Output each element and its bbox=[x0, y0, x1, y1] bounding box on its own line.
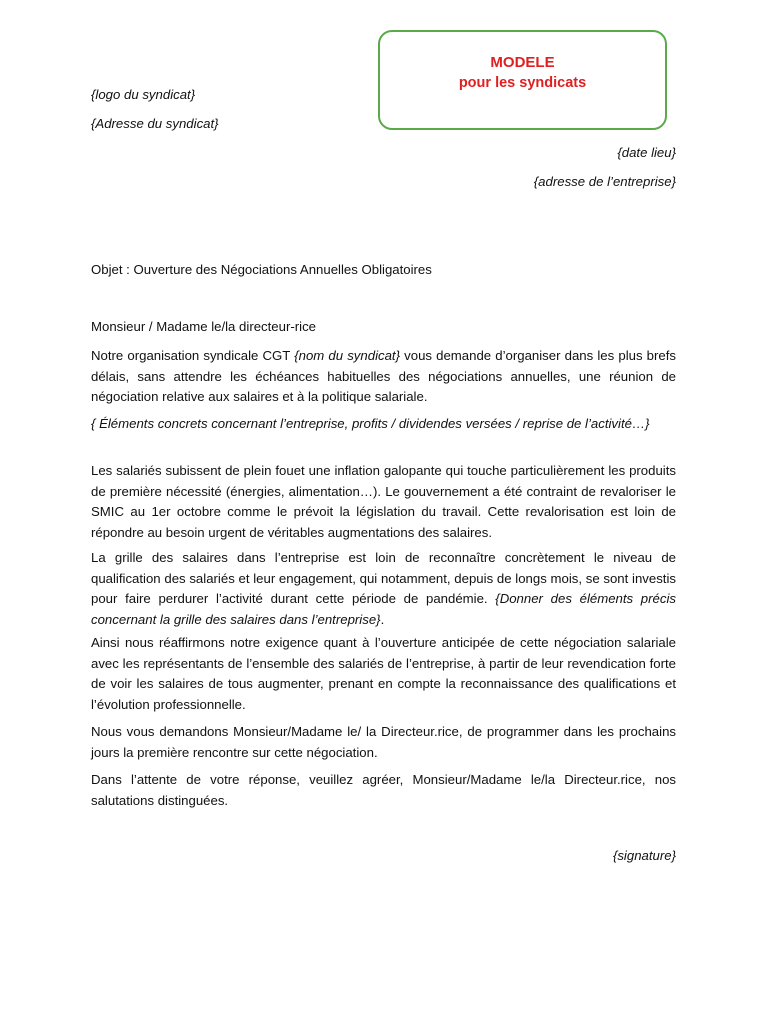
paragraph-salary-grid bbox=[91, 548, 676, 630]
paragraph-inflation: Les salariés subissent de plein fouet une inflation galopante qui touche particulièrement les produits de première nécessité (énergies, alimentation…). Le gouvernement a été contraint de revaloriser le SMIC au 1er octobre comme le prévoit la législation du travail. Cette revalorisation est loin de répondre au besoin urgent de véritables augmentations des salaires. bbox=[91, 463, 676, 540]
letter-subject: Objet : Ouverture des Négociations Annuelles Obligatoires bbox=[91, 262, 432, 277]
union-name-placeholder: {nom du syndicat} bbox=[294, 348, 400, 363]
letter-salutation: Monsieur / Madame le/la directeur-rice bbox=[91, 319, 317, 334]
model-subtitle: pour les syndicats bbox=[458, 75, 587, 91]
paragraph-meeting-request: Nous vous demandons Monsieur/Madame le/ la Directeur.rice, de programmer dans les prochains jours la première rencontre sur cette négociation. bbox=[91, 724, 676, 760]
company-address-placeholder: {adresse de l’entreprise} bbox=[533, 174, 676, 189]
paragraph-text: Notre organisation syndicale CGT bbox=[91, 348, 295, 363]
paragraph-company-elements: { Éléments concrets concernant l’entreprise, profits / dividendes versées / reprise de l’activité…} bbox=[91, 416, 650, 431]
paragraph-text: La grille des salaires dans l’entreprise est loin de reconnaître concrètement le niveau de qualification des salariés et leur engagement, qui notamment, depuis de longs mois, se sont investis pour faire perdurer l’activité durant cette période de pandémie. bbox=[91, 550, 676, 606]
salary-grid-placeholder: {Donner des éléments précis concernant la grille des salaires dans l’entreprise} bbox=[91, 591, 676, 627]
paragraph-closing: Dans l’attente de votre réponse, veuillez agréer, Monsieur/Madame le/la Directeur.rice, nos salutations distinguées. bbox=[91, 772, 676, 808]
paragraph-text: vous demande d’organiser dans les plus brefs délais, sans attendre les échéances habituelles des négociations annuelles, une réunion de négociation relative aux salaires et à la politique salariale. bbox=[91, 348, 676, 404]
union-address-placeholder: {Adresse du syndicat} bbox=[91, 116, 219, 131]
model-title: MODELE bbox=[490, 54, 555, 71]
paragraph-request bbox=[91, 346, 676, 408]
union-logo-placeholder: {logo du syndicat} bbox=[91, 87, 196, 102]
signature-placeholder: {signature} bbox=[612, 848, 676, 863]
paragraph-demand: Ainsi nous réaffirmons notre exigence quant à l’ouverture anticipée de cette négociation salariale avec les représentants de l’ensemble des salariés de l’entreprise, à partir de leur revendication forte de voir les salaires de tous augmenter, prenant en compte la reconnaissance des qualifications et l’évolution professionnelle. bbox=[91, 635, 676, 712]
model-banner-box bbox=[378, 30, 667, 130]
date-place-placeholder: {date lieu} bbox=[617, 145, 676, 160]
paragraph-text: . bbox=[380, 611, 385, 627]
